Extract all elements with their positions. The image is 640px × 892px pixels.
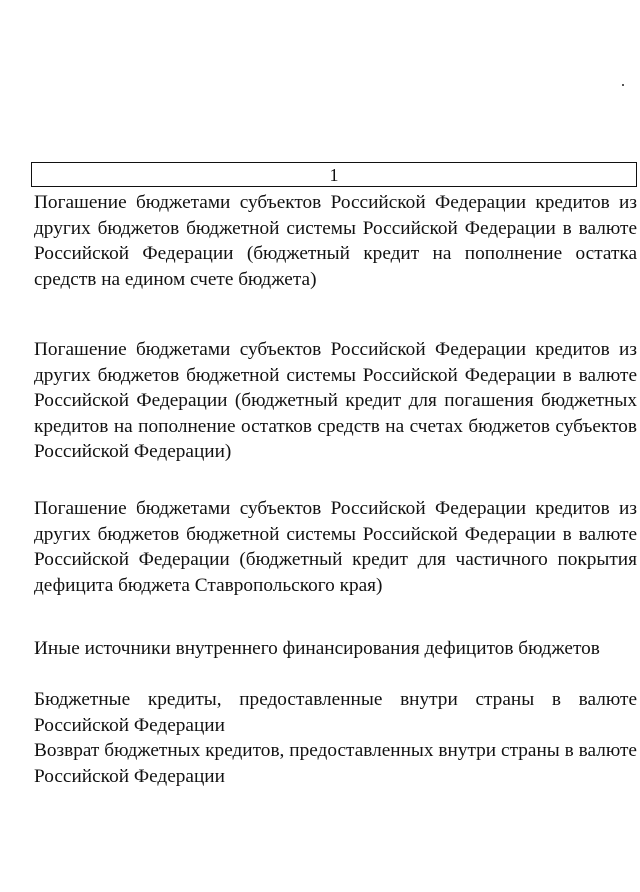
table-column-number-header: 1 — [31, 162, 637, 187]
table-row-text: Бюджетные кредиты, предоставленные внутри страны в валюте Российской Федерации — [34, 689, 637, 736]
table-row-text: Погашение бюджетами субъектов Российской Федерации кредитов из других бюджетов бюджетной системы Российской Федерации в валюте Российской Федерации (бюджетный кредит на пополнение остатка средств на едином счете бюджета) — [34, 192, 637, 290]
table-row-text: Иные источники внутреннего финансирования дефицитов бюджетов — [34, 638, 600, 659]
scan-speck — [622, 84, 624, 86]
table-row-text: Возврат бюджетных кредитов, предоставленных внутри страны в валюте Российской Федерации — [34, 740, 637, 787]
table-row-text: Погашение бюджетами субъектов Российской Федерации кредитов из других бюджетов бюджетной системы Российской Федерации в валюте Российской Федерации (бюджетный кредит для частичного покрытия дефицита бюджета Ставропольского края) — [34, 498, 637, 596]
table-row-text: Погашение бюджетами субъектов Российской Федерации кредитов из других бюджетов бюджетной системы Российской Федерации в валюте Российской Федерации (бюджетный кредит для погашения бюджетных кредитов на пополнение остатков средств на счетах бюджетов субъектов Российской Федерации) — [34, 339, 637, 462]
